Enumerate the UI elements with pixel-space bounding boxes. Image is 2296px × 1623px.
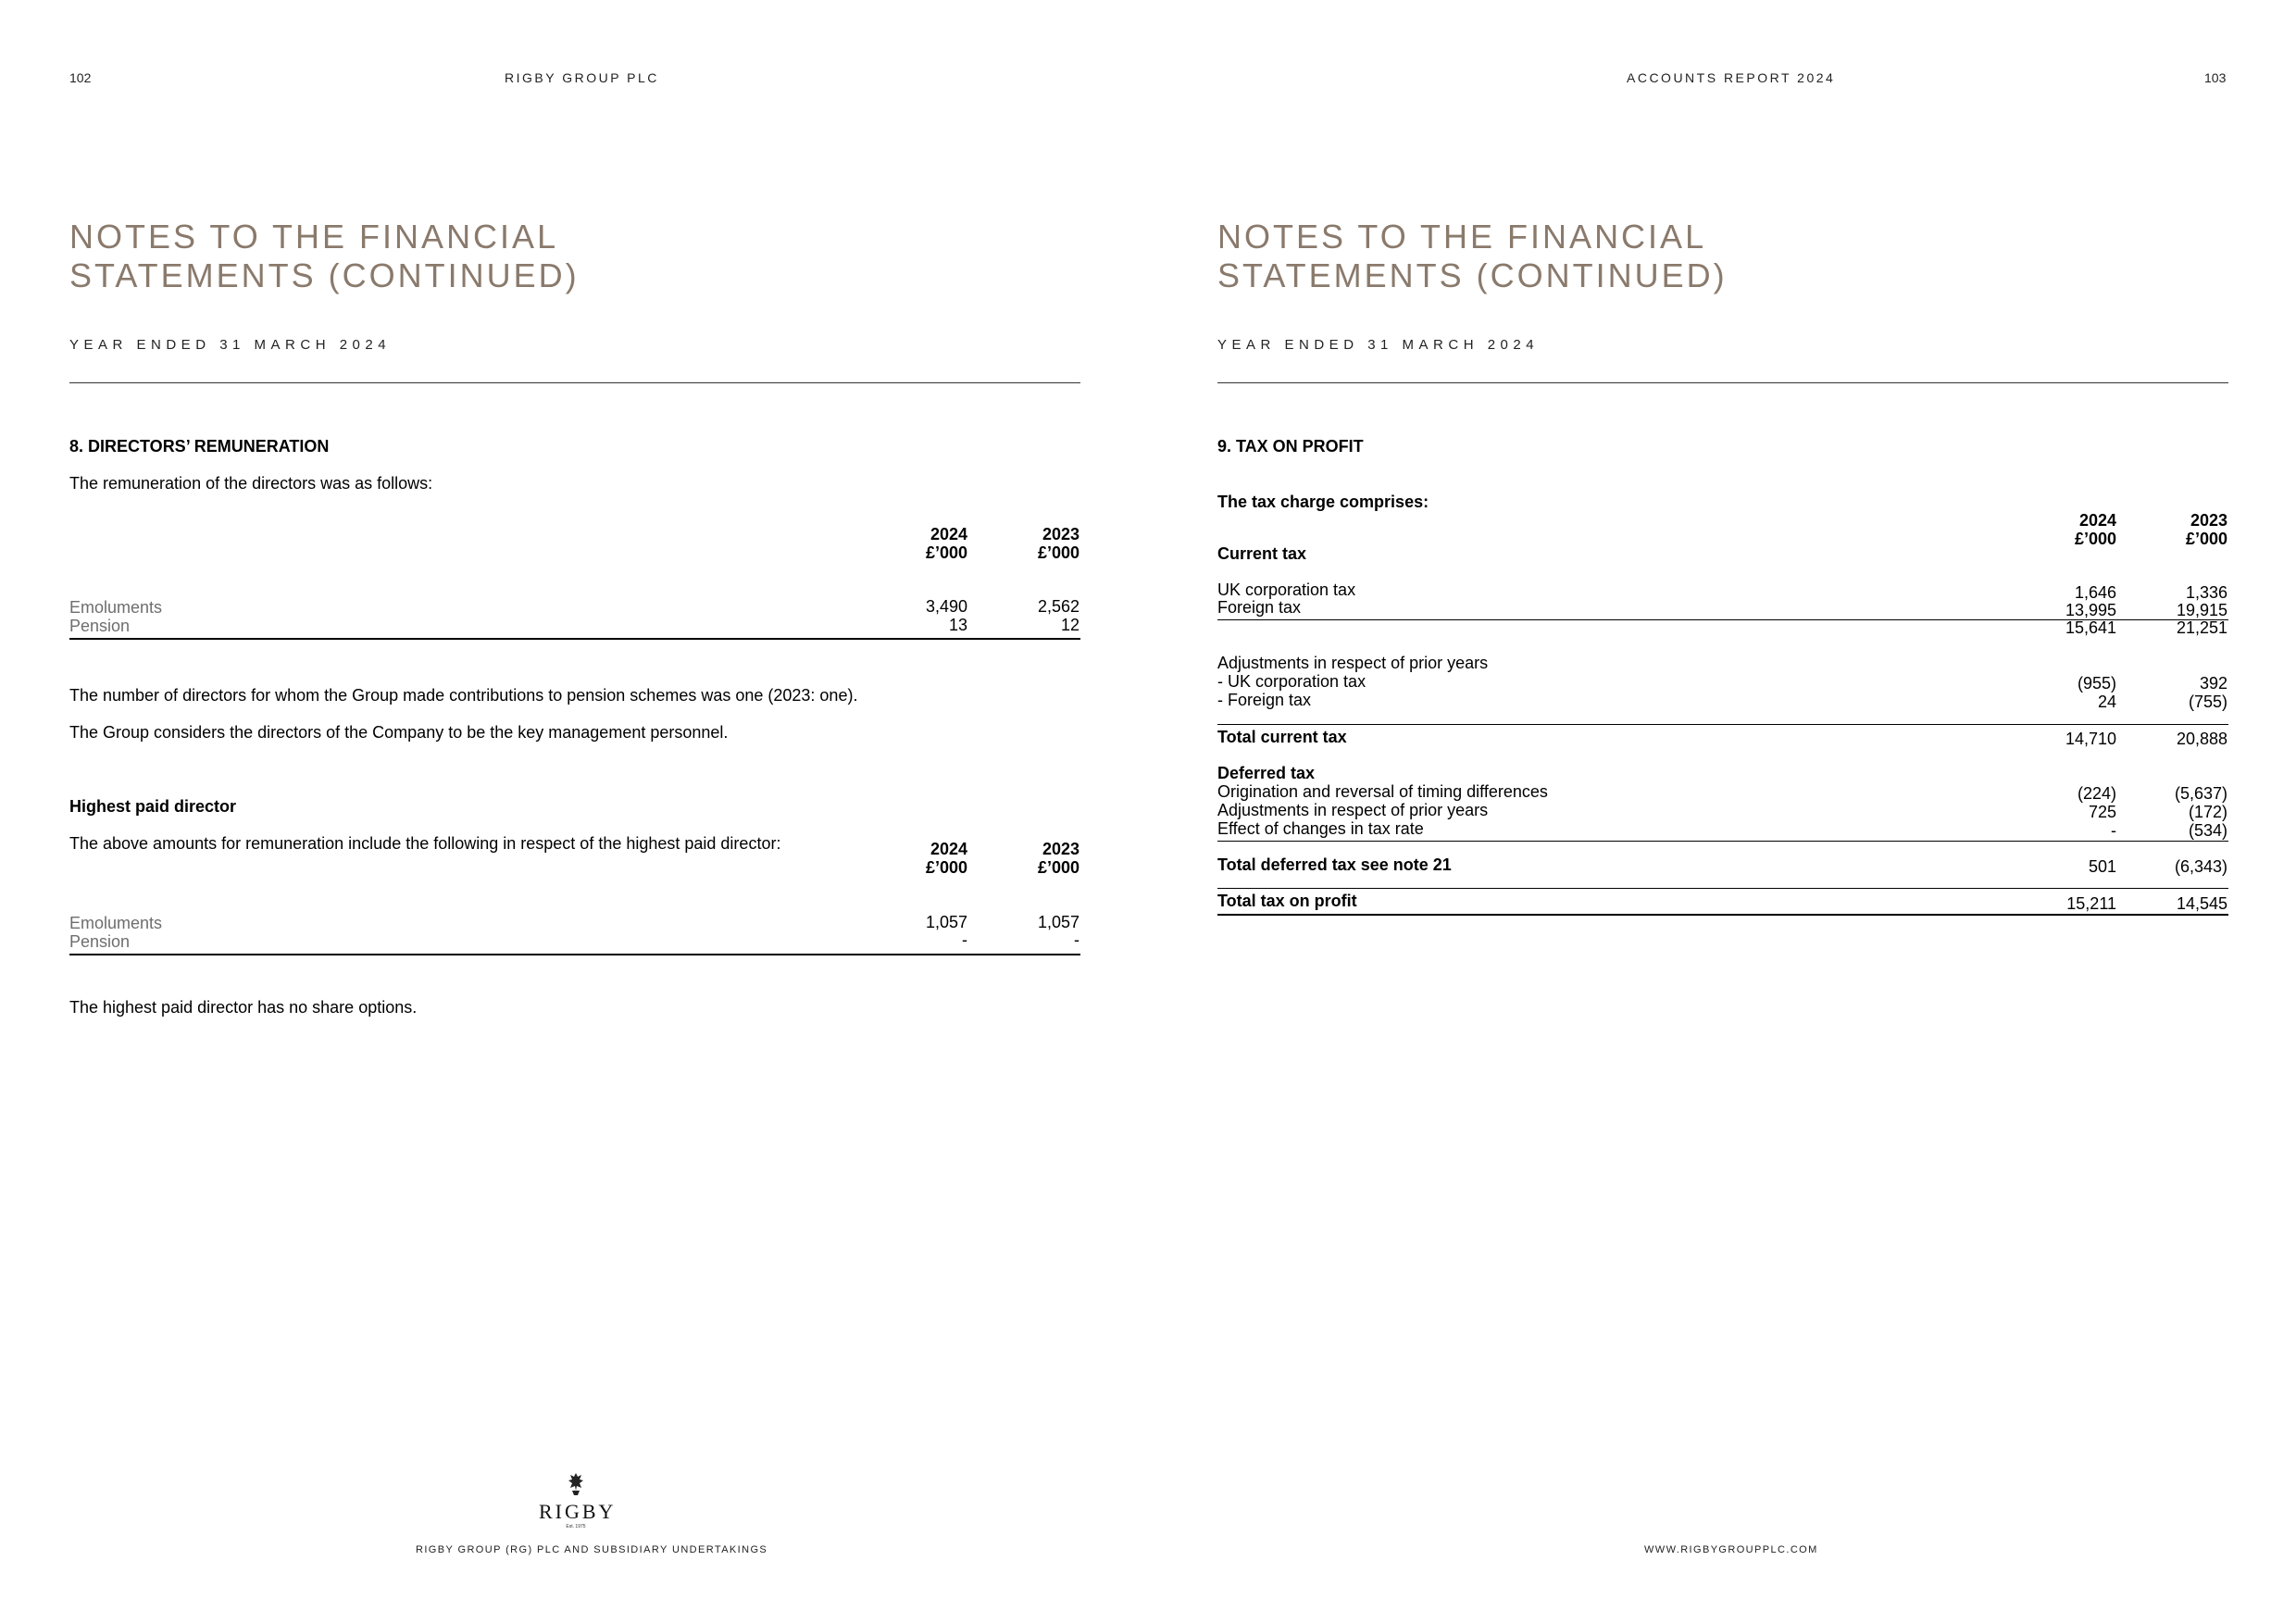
table-cell-2024: 13 <box>948 616 967 634</box>
col-year: 2024 <box>930 840 967 858</box>
col-unit: £’000 <box>1037 858 1079 877</box>
paragraph: The Group considers the directors of the Company to be the key management personnel. <box>69 723 729 742</box>
table-cell-2024: - <box>962 930 967 949</box>
subtotal-2023: 21,251 <box>2176 618 2227 637</box>
subtotal-2024: 15,641 <box>2065 618 2116 637</box>
table-row-label: Effect of changes in tax rate <box>1217 819 1424 838</box>
table-cell-2023: 20,888 <box>2176 730 2227 748</box>
page-title-line1: NOTES TO THE FINANCIAL <box>1217 218 1707 256</box>
table-cell-2024: 1,646 <box>2074 583 2116 602</box>
col-header-2023 <box>2116 511 2227 548</box>
col-year: 2024 <box>2078 511 2116 530</box>
table-rule <box>1217 914 2228 916</box>
logo-wordmark: RIGBY <box>539 1500 617 1523</box>
table-rule <box>1217 888 2228 889</box>
table-cell-2023: 19,915 <box>2176 601 2227 619</box>
col-header-2024 <box>856 525 967 562</box>
running-header: RIGBY GROUP PLC <box>505 70 659 85</box>
table-row-label: Adjustments in respect of prior years <box>1217 801 1489 819</box>
col-unit: £’000 <box>925 858 967 877</box>
crest-icon <box>566 1472 586 1496</box>
page-title-line2: STATEMENTS (CONTINUED) <box>1217 256 1728 294</box>
divider <box>1217 382 2228 383</box>
col-year: 2023 <box>2190 511 2227 530</box>
col-year: 2024 <box>930 525 967 543</box>
section-title: 9. TAX ON PROFIT <box>1217 437 1364 456</box>
page-number: 103 <box>2204 70 2227 85</box>
table-cell-2023: (534) <box>2188 821 2227 840</box>
col-header-2023 <box>968 840 1079 877</box>
running-header: ACCOUNTS REPORT 2024 <box>1627 70 1836 85</box>
table-cell-2024: (955) <box>2077 674 2116 693</box>
table-cell-2023: 1,336 <box>2185 583 2227 602</box>
highest-paid-title: Highest paid director <box>69 797 237 816</box>
table-row-label: UK corporation tax <box>1217 581 1356 599</box>
col-header-2024 <box>2005 511 2116 548</box>
table-cell-2024: (224) <box>2077 784 2116 803</box>
current-tax-heading: Current tax <box>1217 544 1307 563</box>
col-unit: £’000 <box>1037 543 1079 562</box>
page-subtitle: YEAR ENDED 31 MARCH 2024 <box>69 337 392 353</box>
table-cell-2024: 24 <box>2097 693 2116 711</box>
rigby-logo <box>539 1472 617 1530</box>
table-rule <box>1217 841 2228 842</box>
table-row-label: Total deferred tax see note 21 <box>1217 855 1452 874</box>
adjustments-heading: Adjustments in respect of prior years <box>1217 654 1489 672</box>
table-row-label: - Foreign tax <box>1217 691 1312 709</box>
table-row-label: Pension <box>69 932 131 951</box>
table-row-label: Pension <box>69 617 131 635</box>
page-title-line1: NOTES TO THE FINANCIAL <box>69 218 559 256</box>
logo-est: Est. 1975 <box>566 1524 586 1529</box>
table-cell-2024: 725 <box>2088 803 2116 821</box>
col-year: 2023 <box>1042 840 1079 858</box>
col-unit: £’000 <box>925 543 967 562</box>
intro-text: The remuneration of the directors was as follows: <box>69 474 433 493</box>
col-year: 2023 <box>1042 525 1079 543</box>
divider <box>69 382 1080 383</box>
table-cell-2024: 3,490 <box>925 597 967 616</box>
table-cell-2024: 501 <box>2088 857 2116 876</box>
table-rule <box>1217 724 2228 725</box>
table-row-label: Emoluments <box>69 914 163 932</box>
table-cell-2023: (755) <box>2188 693 2227 711</box>
table-cell-2024: 13,995 <box>2065 601 2116 619</box>
table-cell-2023: 1,057 <box>1037 913 1079 931</box>
table-row-label: Total tax on profit <box>1217 892 1357 910</box>
col-unit: £’000 <box>2074 530 2116 548</box>
table-row-label: Origination and reversal of timing differences <box>1217 782 1548 801</box>
table-cell-2024: - <box>2111 821 2116 840</box>
closing-text: The highest paid director has no share options. <box>69 998 418 1017</box>
table-cell-2023: 2,562 <box>1037 597 1079 616</box>
tax-charge-heading: The tax charge comprises: <box>1217 493 1429 511</box>
col-unit: £’000 <box>2185 530 2227 548</box>
table-row-label: Foreign tax <box>1217 598 1302 617</box>
section-title: 8. DIRECTORS’ REMUNERATION <box>69 437 330 456</box>
table-rule <box>69 638 1080 640</box>
table-cell-2024: 14,710 <box>2065 730 2116 748</box>
table-cell-2023: 14,545 <box>2176 894 2227 913</box>
table-cell-2023: (5,637) <box>2174 784 2227 803</box>
table-cell-2023: (172) <box>2188 803 2227 821</box>
paragraph: The number of directors for whom the Group made contributions to pension schemes was one (2023: one). <box>69 686 858 705</box>
col-header-2024 <box>856 840 967 877</box>
table-cell-2023: (6,343) <box>2174 857 2227 876</box>
table-row-label: Total current tax <box>1217 728 1347 746</box>
col-header-2023 <box>968 525 1079 562</box>
table-cell-2023: 392 <box>2199 674 2227 693</box>
highest-paid-intro: The above amounts for remuneration include the following in respect of the highest paid director: <box>69 834 781 853</box>
table-rule <box>69 954 1080 955</box>
page-title-line2: STATEMENTS (CONTINUED) <box>69 256 580 294</box>
deferred-tax-heading: Deferred tax <box>1217 764 1316 782</box>
page-number: 102 <box>69 70 92 85</box>
footer-text: RIGBY GROUP (RG) PLC AND SUBSIDIARY UNDERTAKINGS <box>416 1544 768 1555</box>
page-subtitle: YEAR ENDED 31 MARCH 2024 <box>1217 337 1540 353</box>
table-row-label: Emoluments <box>69 598 163 617</box>
table-cell-2024: 1,057 <box>925 913 967 931</box>
footer-text: WWW.RIGBYGROUPPLC.COM <box>1644 1544 1818 1555</box>
table-row-label: - UK corporation tax <box>1217 672 1366 691</box>
table-cell-2024: 15,211 <box>2066 894 2116 913</box>
table-cell-2023: - <box>1074 930 1079 949</box>
table-cell-2023: 12 <box>1060 616 1079 634</box>
